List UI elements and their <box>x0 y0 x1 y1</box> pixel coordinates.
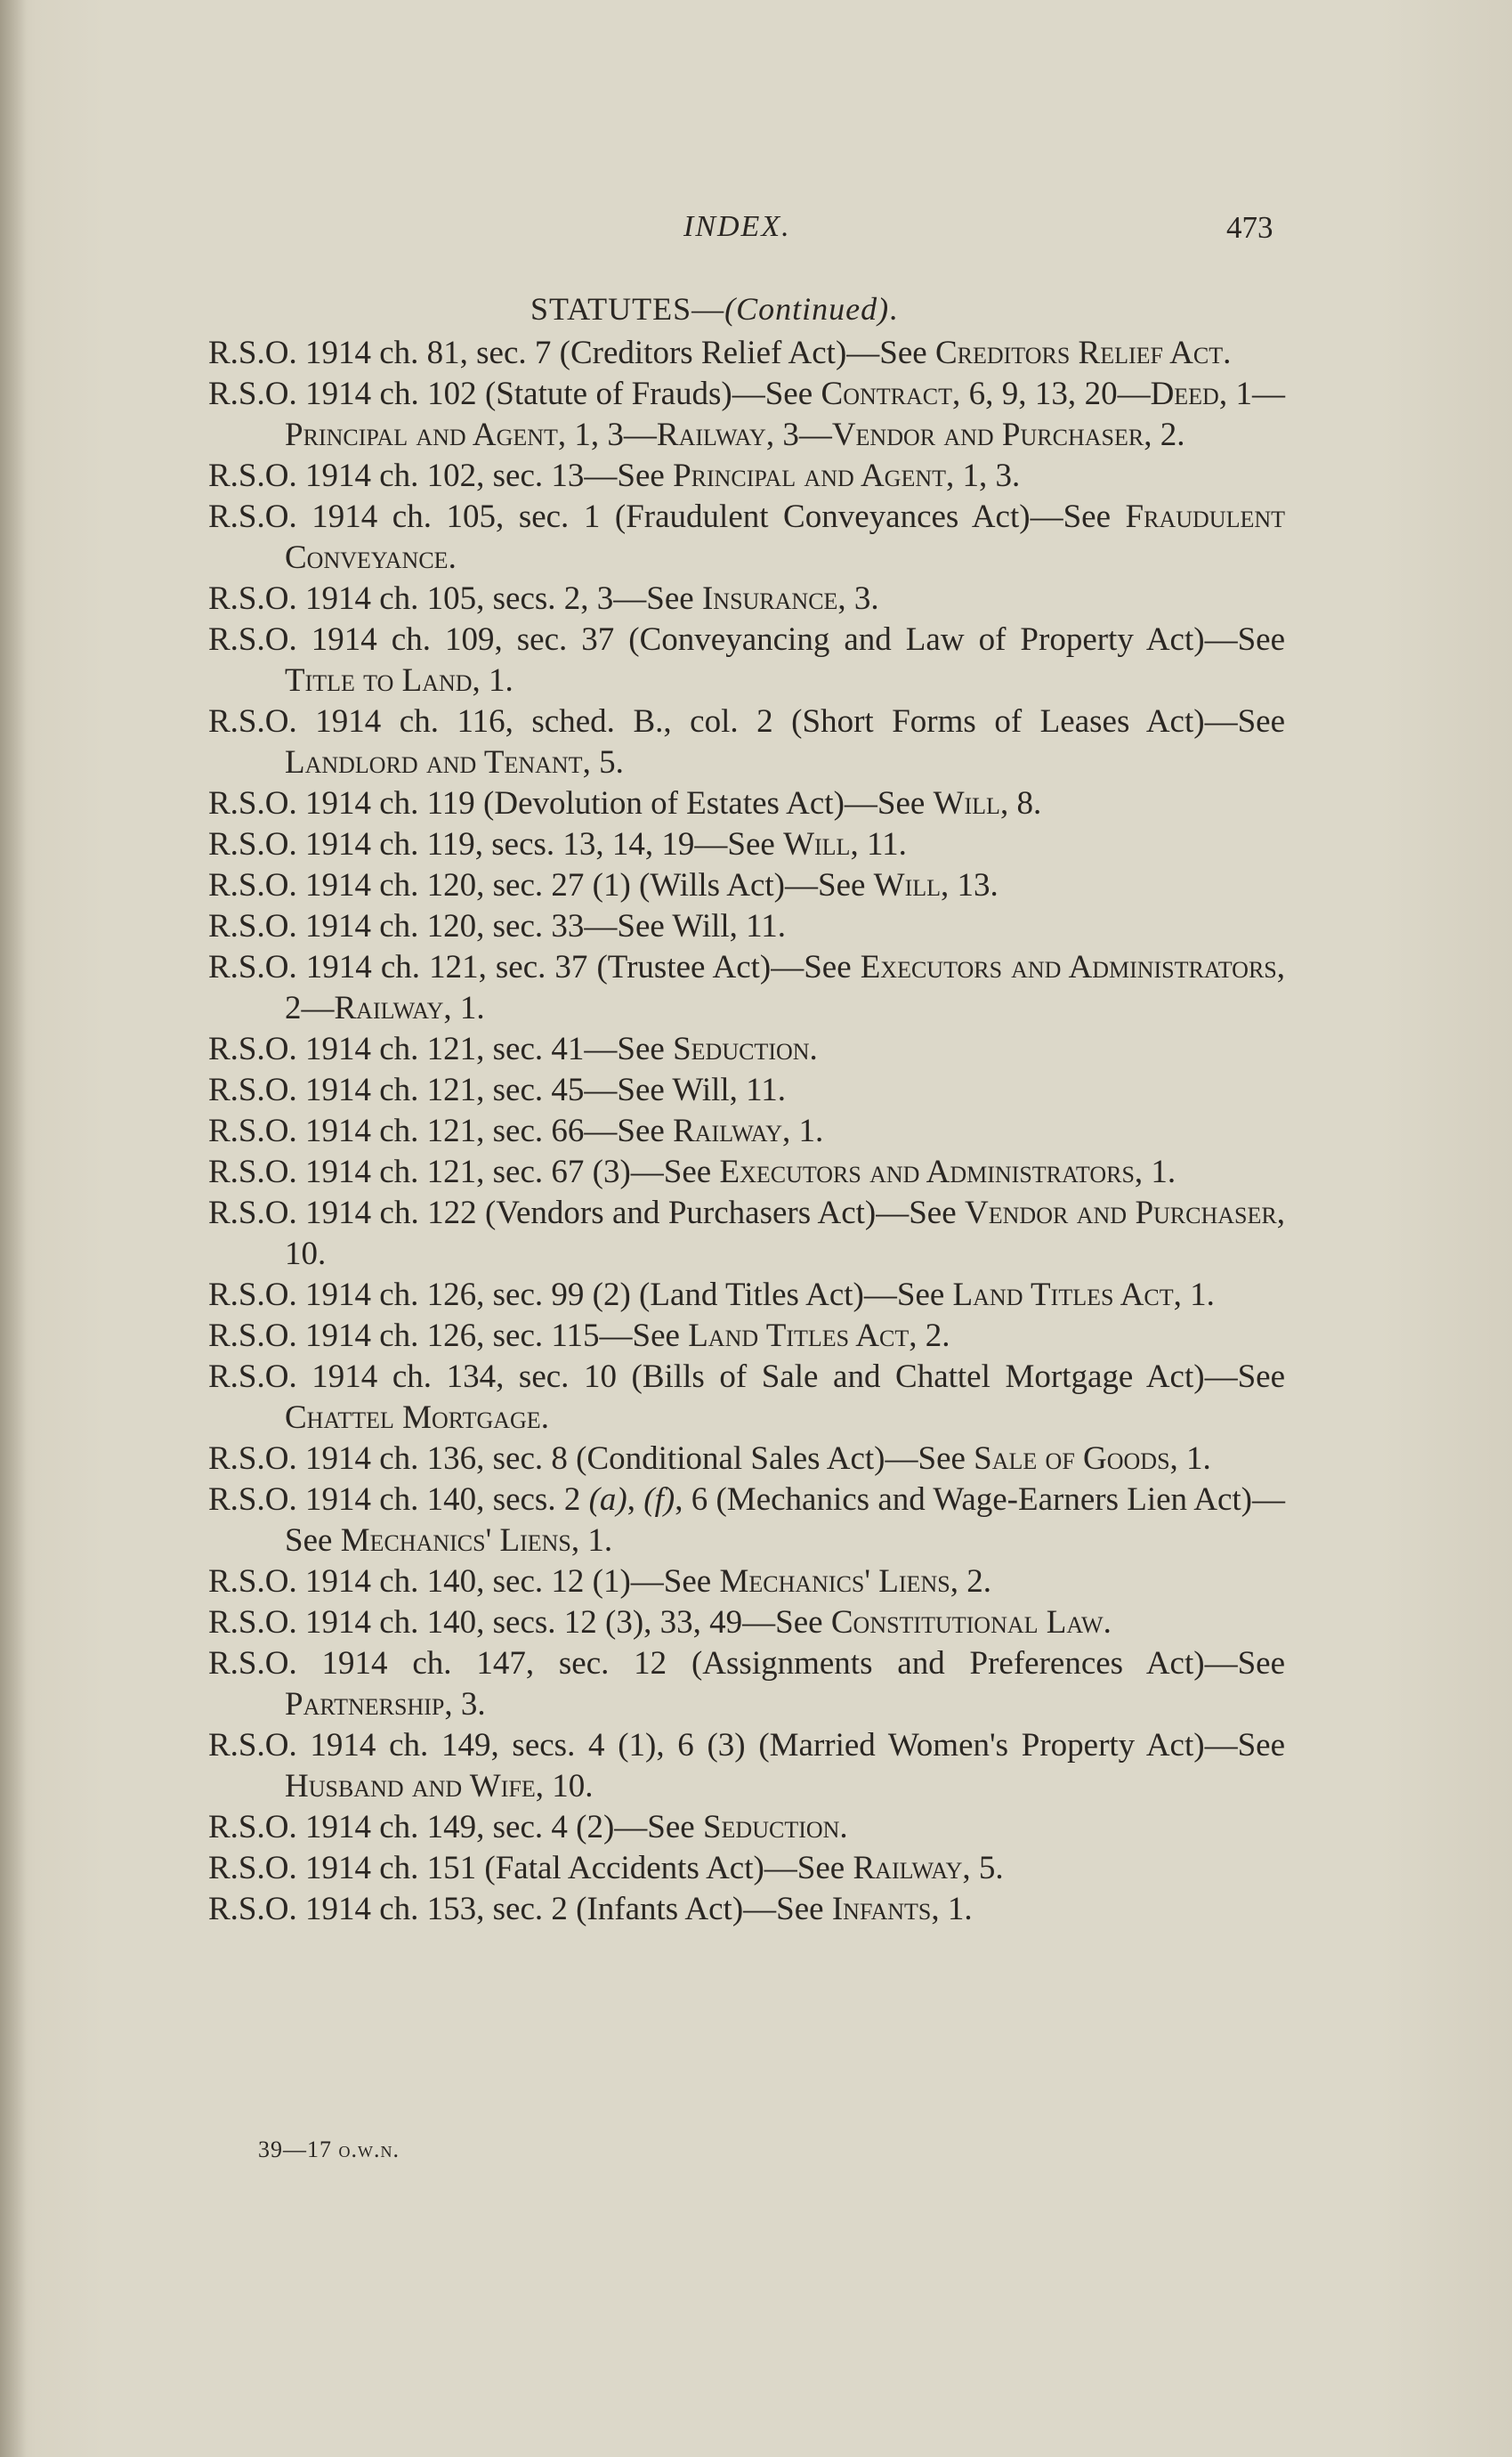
page-number: 473 <box>1226 210 1273 245</box>
index-entry <box>208 1357 1285 1439</box>
index-entry <box>208 906 1285 947</box>
entry-text: . <box>1103 1604 1112 1641</box>
cross-reference: Partnership <box>285 1686 445 1723</box>
entry-text: , 1. <box>1134 1154 1176 1190</box>
section-heading <box>530 290 898 328</box>
entry-text: , 2. <box>950 1563 991 1600</box>
entry-text: R.S.O. 1914 ch. 109, sec. 37 (Conveyancing and Law of Property Act)—See <box>208 621 1285 658</box>
cross-reference: Deed <box>1150 376 1219 412</box>
entry-text: R.S.O. 1914 ch. 121, sec. 45—See Will, 11. <box>208 1072 787 1108</box>
index-entry <box>208 1439 1285 1480</box>
printer-signature <box>258 2137 400 2163</box>
cross-reference: Vendor and Purchaser <box>831 417 1144 453</box>
index-entry <box>208 1807 1285 1848</box>
index-entry <box>208 824 1285 865</box>
entry-text: R.S.O. 1914 ch. 105, secs. 2, 3—See <box>208 580 702 617</box>
entry-text: , 2— <box>285 949 1285 1026</box>
entry-text: R.S.O. 1914 ch. 120, sec. 27 (1) (Wills Act)—See <box>208 867 874 904</box>
entry-text: R.S.O. 1914 ch. 126, sec. 99 (2) (Land Titles Act)—See <box>208 1277 953 1313</box>
entry-text: . <box>839 1809 848 1845</box>
entry-text: R.S.O. 1914 ch. 121, sec. 66—See <box>208 1113 674 1149</box>
entry-text: R.S.O. 1914 ch. 149, sec. 4 (2)—See <box>208 1809 703 1845</box>
index-entry <box>208 701 1285 783</box>
cross-reference: Sale of Goods <box>974 1440 1170 1477</box>
index-entry <box>208 865 1285 906</box>
cross-reference: Vendor and Purchaser <box>965 1195 1277 1231</box>
index-entry <box>208 1480 1285 1561</box>
entry-text: , <box>627 1481 644 1518</box>
entry-text: R.S.O. 1914 ch. 119 (Devolution of Estates Act)—See <box>208 785 934 822</box>
cross-reference: Mechanics' Liens <box>340 1522 571 1559</box>
cross-reference: Infants <box>831 1891 932 1927</box>
index-entry <box>208 1029 1285 1070</box>
section-dash: — <box>691 291 725 327</box>
cross-reference: Seduction <box>702 1809 840 1845</box>
index-entry <box>208 1111 1285 1152</box>
cross-reference: Mechanics' Liens <box>719 1563 950 1600</box>
entry-text: , 11. <box>850 826 907 863</box>
cross-reference: Title to Land <box>285 662 473 699</box>
cross-reference: Land Titles Act <box>688 1318 910 1354</box>
entry-text: R.S.O. 1914 ch. 102 (Statute of Frauds)—See <box>208 376 821 412</box>
index-entry <box>208 1316 1285 1357</box>
index-entries <box>208 333 1285 1930</box>
cross-reference: Fraudulent Conveyance <box>285 499 1285 576</box>
cross-reference: Chattel Mortgage <box>285 1399 541 1436</box>
entry-text: , 3— <box>765 417 832 453</box>
index-entry <box>208 1193 1285 1275</box>
entry-text: , 1. <box>931 1891 973 1927</box>
cross-reference: Contract <box>821 376 952 412</box>
cross-reference: Executors and Administrators <box>860 949 1277 985</box>
cross-reference: Insurance <box>701 580 838 617</box>
entry-text: R.S.O. 1914 ch. 102, sec. 13—See <box>208 458 674 494</box>
entry-text: , 1. <box>472 662 513 699</box>
entry-text: R.S.O. 1914 ch. 121, sec. 67 (3)—See <box>208 1154 720 1190</box>
index-entry <box>208 1561 1285 1602</box>
entry-text: R.S.O. 1914 ch. 81, sec. 7 (Creditors Relief Act)—See <box>208 335 935 371</box>
entry-text: R.S.O. 1914 ch. 140, sec. 12 (1)—See <box>208 1563 720 1600</box>
entry-text: , 10. <box>285 1195 1285 1272</box>
cross-reference: Principal and Agent <box>673 458 946 494</box>
entry-text: , 6, 9, 13, 20— <box>952 376 1151 412</box>
entry-text: , 1— <box>1218 376 1285 412</box>
entry-text: R.S.O. 1914 ch. 105, sec. 1 (Fraudulent Conveyances Act)—See <box>208 499 1126 535</box>
cross-reference: Will <box>783 826 851 863</box>
entry-text: (a) <box>588 1481 627 1518</box>
page-gutter-shadow <box>0 0 27 2457</box>
index-entry <box>208 1643 1285 1725</box>
entry-text: R.S.O. 1914 ch. 140, secs. 12 (3), 33, 49—See <box>208 1604 831 1641</box>
entry-text: . <box>809 1031 818 1067</box>
cross-reference: Will <box>933 785 1000 822</box>
entry-text: , 1. <box>570 1522 613 1559</box>
index-entry <box>208 456 1285 497</box>
entry-text: , 1. <box>1173 1277 1215 1313</box>
entry-text: , 1. <box>1169 1440 1211 1477</box>
entry-text: , 6 (Mechanics and Wage-Earners Lien Act)—See <box>285 1481 1285 1559</box>
index-entry <box>208 374 1285 456</box>
cross-reference: Husband and Wife <box>285 1768 536 1804</box>
entry-text: , 8. <box>999 785 1042 822</box>
cross-reference: Railway <box>853 1850 963 1886</box>
entry-text: , 1, 3— <box>557 417 657 453</box>
entry-text: R.S.O. 1914 ch. 134, sec. 10 (Bills of Sale and Chattel Mortgage Act)—See <box>208 1358 1285 1395</box>
entry-text: . <box>540 1399 549 1436</box>
cross-reference: Creditors Relief Act <box>934 335 1224 371</box>
index-entry <box>208 1602 1285 1643</box>
entry-text: R.S.O. 1914 ch. 140, secs. 2 <box>208 1481 589 1518</box>
cross-reference: Constitutional Law <box>830 1604 1104 1641</box>
cross-reference: Railway <box>656 417 766 453</box>
index-entry <box>208 1725 1285 1807</box>
entry-text: (f) <box>643 1481 675 1518</box>
entry-text: . <box>1223 335 1232 371</box>
entry-text: R.S.O. 1914 ch. 153, sec. 2 (Infants Act)—See <box>208 1891 832 1927</box>
entry-text: , 1. <box>781 1113 824 1149</box>
section-continued: (Continued) <box>724 291 890 327</box>
entry-text: . <box>448 539 457 576</box>
entry-text: , 1. <box>443 990 485 1026</box>
cross-reference: Railway <box>673 1113 782 1149</box>
cross-reference: Executors and Administrators <box>719 1154 1135 1190</box>
entry-text: R.S.O. 1914 ch. 149, secs. 4 (1), 6 (3) (Married Women's Property Act)—See <box>208 1727 1285 1764</box>
index-entry <box>208 579 1285 620</box>
index-entry <box>208 620 1285 701</box>
entry-text: R.S.O. 1914 ch. 119, secs. 13, 14, 19—See <box>208 826 784 863</box>
entry-text: , 1, 3. <box>946 458 1021 494</box>
entry-text: R.S.O. 1914 ch. 136, sec. 8 (Conditional Sales Act)—See <box>208 1440 974 1477</box>
cross-reference: Railway <box>334 990 444 1026</box>
running-head: INDEX. <box>683 210 791 243</box>
index-entry <box>208 497 1285 579</box>
index-entry <box>208 783 1285 824</box>
entry-text: , 13. <box>941 867 999 904</box>
index-entry <box>208 1848 1285 1889</box>
entry-text: R.S.O. 1914 ch. 122 (Vendors and Purchasers Act)—See <box>208 1195 966 1231</box>
section-period: . <box>889 291 899 327</box>
index-entry <box>208 1275 1285 1316</box>
entry-text: R.S.O. 1914 ch. 121, sec. 41—See <box>208 1031 674 1067</box>
entry-text: R.S.O. 1914 ch. 116, sched. B., col. 2 (Short Forms of Leases Act)—See <box>208 703 1285 740</box>
cross-reference: Landlord and Tenant <box>285 744 583 781</box>
cross-reference: Principal and Agent <box>285 417 558 453</box>
index-entry <box>208 1070 1285 1111</box>
entry-text: , 5. <box>962 1850 1004 1886</box>
entry-text: , 3. <box>837 580 879 617</box>
entry-text: , 10. <box>535 1768 594 1804</box>
entry-text: , 2. <box>909 1318 950 1354</box>
index-entry <box>208 333 1285 374</box>
entry-text: R.S.O. 1914 ch. 151 (Fatal Accidents Act)—See <box>208 1850 853 1886</box>
index-entry <box>208 1152 1285 1193</box>
cross-reference: Land Titles Act <box>952 1277 1174 1313</box>
entry-text: R.S.O. 1914 ch. 126, sec. 115—See <box>208 1318 689 1354</box>
signature-text: 39—17 o.w.n. <box>258 2137 400 2162</box>
cross-reference: Will <box>873 867 942 904</box>
entry-text: , 2. <box>1144 417 1185 453</box>
index-entry <box>208 947 1285 1029</box>
cross-reference: Seduction <box>673 1031 810 1067</box>
section-name: STATUTES <box>530 291 692 327</box>
entry-text: R.S.O. 1914 ch. 121, sec. 37 (Trustee Act)—See <box>208 949 861 985</box>
entry-text: R.S.O. 1914 ch. 120, sec. 33—See Will, 11. <box>208 908 787 945</box>
entry-text: , 5. <box>582 744 624 781</box>
index-entry <box>208 1889 1285 1930</box>
entry-text: R.S.O. 1914 ch. 147, sec. 12 (Assignments and Preferences Act)—See <box>208 1645 1285 1682</box>
entry-text: , 3. <box>444 1686 486 1723</box>
